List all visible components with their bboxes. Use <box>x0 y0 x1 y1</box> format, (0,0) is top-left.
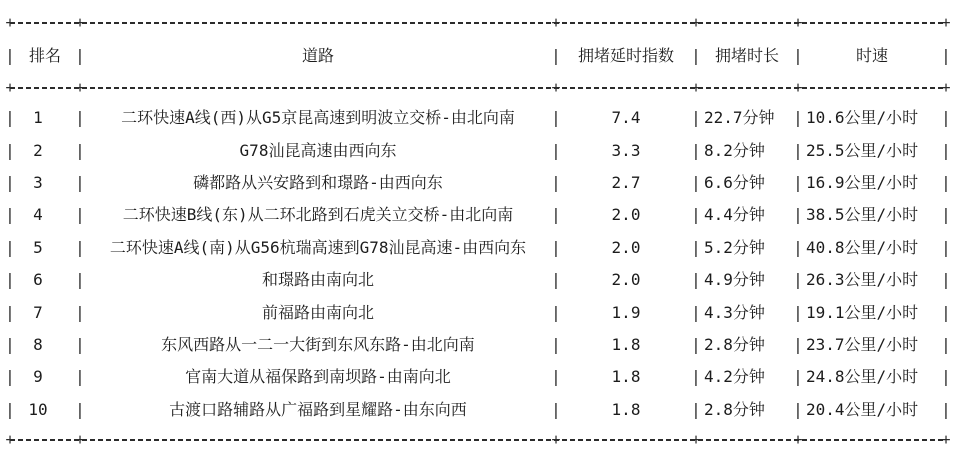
speed-cell: | 40.8公里/小时 | <box>798 232 946 264</box>
rank-cell: | 4 <box>10 199 80 231</box>
table-row <box>10 329 946 361</box>
delay-index-cell: | 7.4 <box>556 102 696 134</box>
header-separator <box>10 88 946 89</box>
plus-junction <box>691 81 700 96</box>
rank-cell: | 1 <box>10 102 80 134</box>
duration-cell: | 2.8分钟 <box>696 394 798 426</box>
rank-cell: | 8 <box>10 329 80 361</box>
delay-index-cell: | 3.3 <box>556 134 696 166</box>
table-header-row <box>10 24 946 88</box>
delay-index-cell: | 2.0 <box>556 264 696 296</box>
rank-cell: | 3 <box>10 167 80 199</box>
duration-cell: | 4.9分钟 <box>696 264 798 296</box>
duration-cell: | 8.2分钟 <box>696 134 798 166</box>
delay-index-cell: | 1.9 <box>556 296 696 328</box>
plus-junction <box>551 432 560 447</box>
delay-index-cell: | 2.0 <box>556 232 696 264</box>
delay-index-cell: | 1.8 <box>556 329 696 361</box>
dashed-line <box>10 439 946 441</box>
duration-cell: | 5.2分钟 <box>696 232 798 264</box>
delay-index-cell: | 2.7 <box>556 167 696 199</box>
speed-cell: | 23.7公里/小时 | <box>798 329 946 361</box>
rank-cell: | 9 <box>10 361 80 393</box>
plus-junction <box>75 81 84 96</box>
road-cell: | 古渡口路辅路从广福路到星耀路-由东向西 <box>80 394 556 426</box>
table-row <box>10 102 946 134</box>
speed-cell: | 38.5公里/小时 | <box>798 199 946 231</box>
plus-junction <box>941 432 950 447</box>
speed-cell: | 24.8公里/小时 | <box>798 361 946 393</box>
table-row <box>10 361 946 393</box>
col-header-speed: | 时速 | <box>798 24 946 88</box>
rank-cell: | 5 <box>10 232 80 264</box>
road-cell: | 二环快速A线(南)从G56杭瑞高速到G78汕昆高速-由西向东 <box>80 232 556 264</box>
table-row <box>10 296 946 328</box>
dashed-line <box>10 87 946 89</box>
road-cell: | 二环快速B线(东)从二环北路到石虎关立交桥-由北向南 <box>80 199 556 231</box>
table-row <box>10 167 946 199</box>
speed-cell: | 20.4公里/小时 | <box>798 394 946 426</box>
road-cell: | 和璟路由南向北 <box>80 264 556 296</box>
plus-junction <box>5 432 14 447</box>
speed-cell: | 25.5公里/小时 | <box>798 134 946 166</box>
road-cell: | 前福路由南向北 <box>80 296 556 328</box>
col-header-rank: | 排名 <box>10 24 80 88</box>
rank-cell: | 6 <box>10 264 80 296</box>
plus-junction <box>691 432 700 447</box>
duration-cell: | 4.4分钟 <box>696 199 798 231</box>
road-cell: | 二环快速A线(西)从G5京昆高速到明波立交桥-由北向南 <box>80 102 556 134</box>
road-cell: | 东风西路从一二一大街到东风东路-由北向南 <box>80 329 556 361</box>
speed-cell: | 19.1公里/小时 | <box>798 296 946 328</box>
table-body <box>10 89 946 440</box>
delay-index-cell: | 1.8 <box>556 361 696 393</box>
col-header-delay-index: | 拥堵延时指数 <box>556 24 696 88</box>
plus-junction <box>5 81 14 96</box>
table-border-bottom <box>10 440 946 441</box>
plus-junction <box>551 81 560 96</box>
duration-cell: | 4.2分钟 <box>696 361 798 393</box>
duration-cell: | 6.6分钟 <box>696 167 798 199</box>
table-row <box>10 394 946 426</box>
duration-cell: | 2.8分钟 <box>696 329 798 361</box>
speed-cell: | 26.3公里/小时 | <box>798 264 946 296</box>
rank-cell: | 10 <box>10 394 80 426</box>
plus-junction <box>793 81 802 96</box>
road-cell: | G78汕昆高速由西向东 <box>80 134 556 166</box>
delay-index-cell: | 2.0 <box>556 199 696 231</box>
congestion-ranking-table <box>10 23 946 441</box>
rank-cell: | 7 <box>10 296 80 328</box>
plus-junction <box>793 432 802 447</box>
plus-junction <box>75 432 84 447</box>
table-row <box>10 199 946 231</box>
road-cell: | 官南大道从福保路到南坝路-由南向北 <box>80 361 556 393</box>
col-header-road: | 道路 <box>80 24 556 88</box>
road-cell: | 磷都路从兴安路到和璟路-由西向东 <box>80 167 556 199</box>
speed-cell: | 10.6公里/小时 | <box>798 102 946 134</box>
table-row <box>10 264 946 296</box>
duration-cell: | 22.7分钟 <box>696 102 798 134</box>
duration-cell: | 4.3分钟 <box>696 296 798 328</box>
delay-index-cell: | 1.8 <box>556 394 696 426</box>
plus-junction <box>941 81 950 96</box>
speed-cell: | 16.9公里/小时 | <box>798 167 946 199</box>
table-row <box>10 134 946 166</box>
col-header-duration: | 拥堵时长 <box>696 24 798 88</box>
rank-cell: | 2 <box>10 134 80 166</box>
table-row <box>10 232 946 264</box>
